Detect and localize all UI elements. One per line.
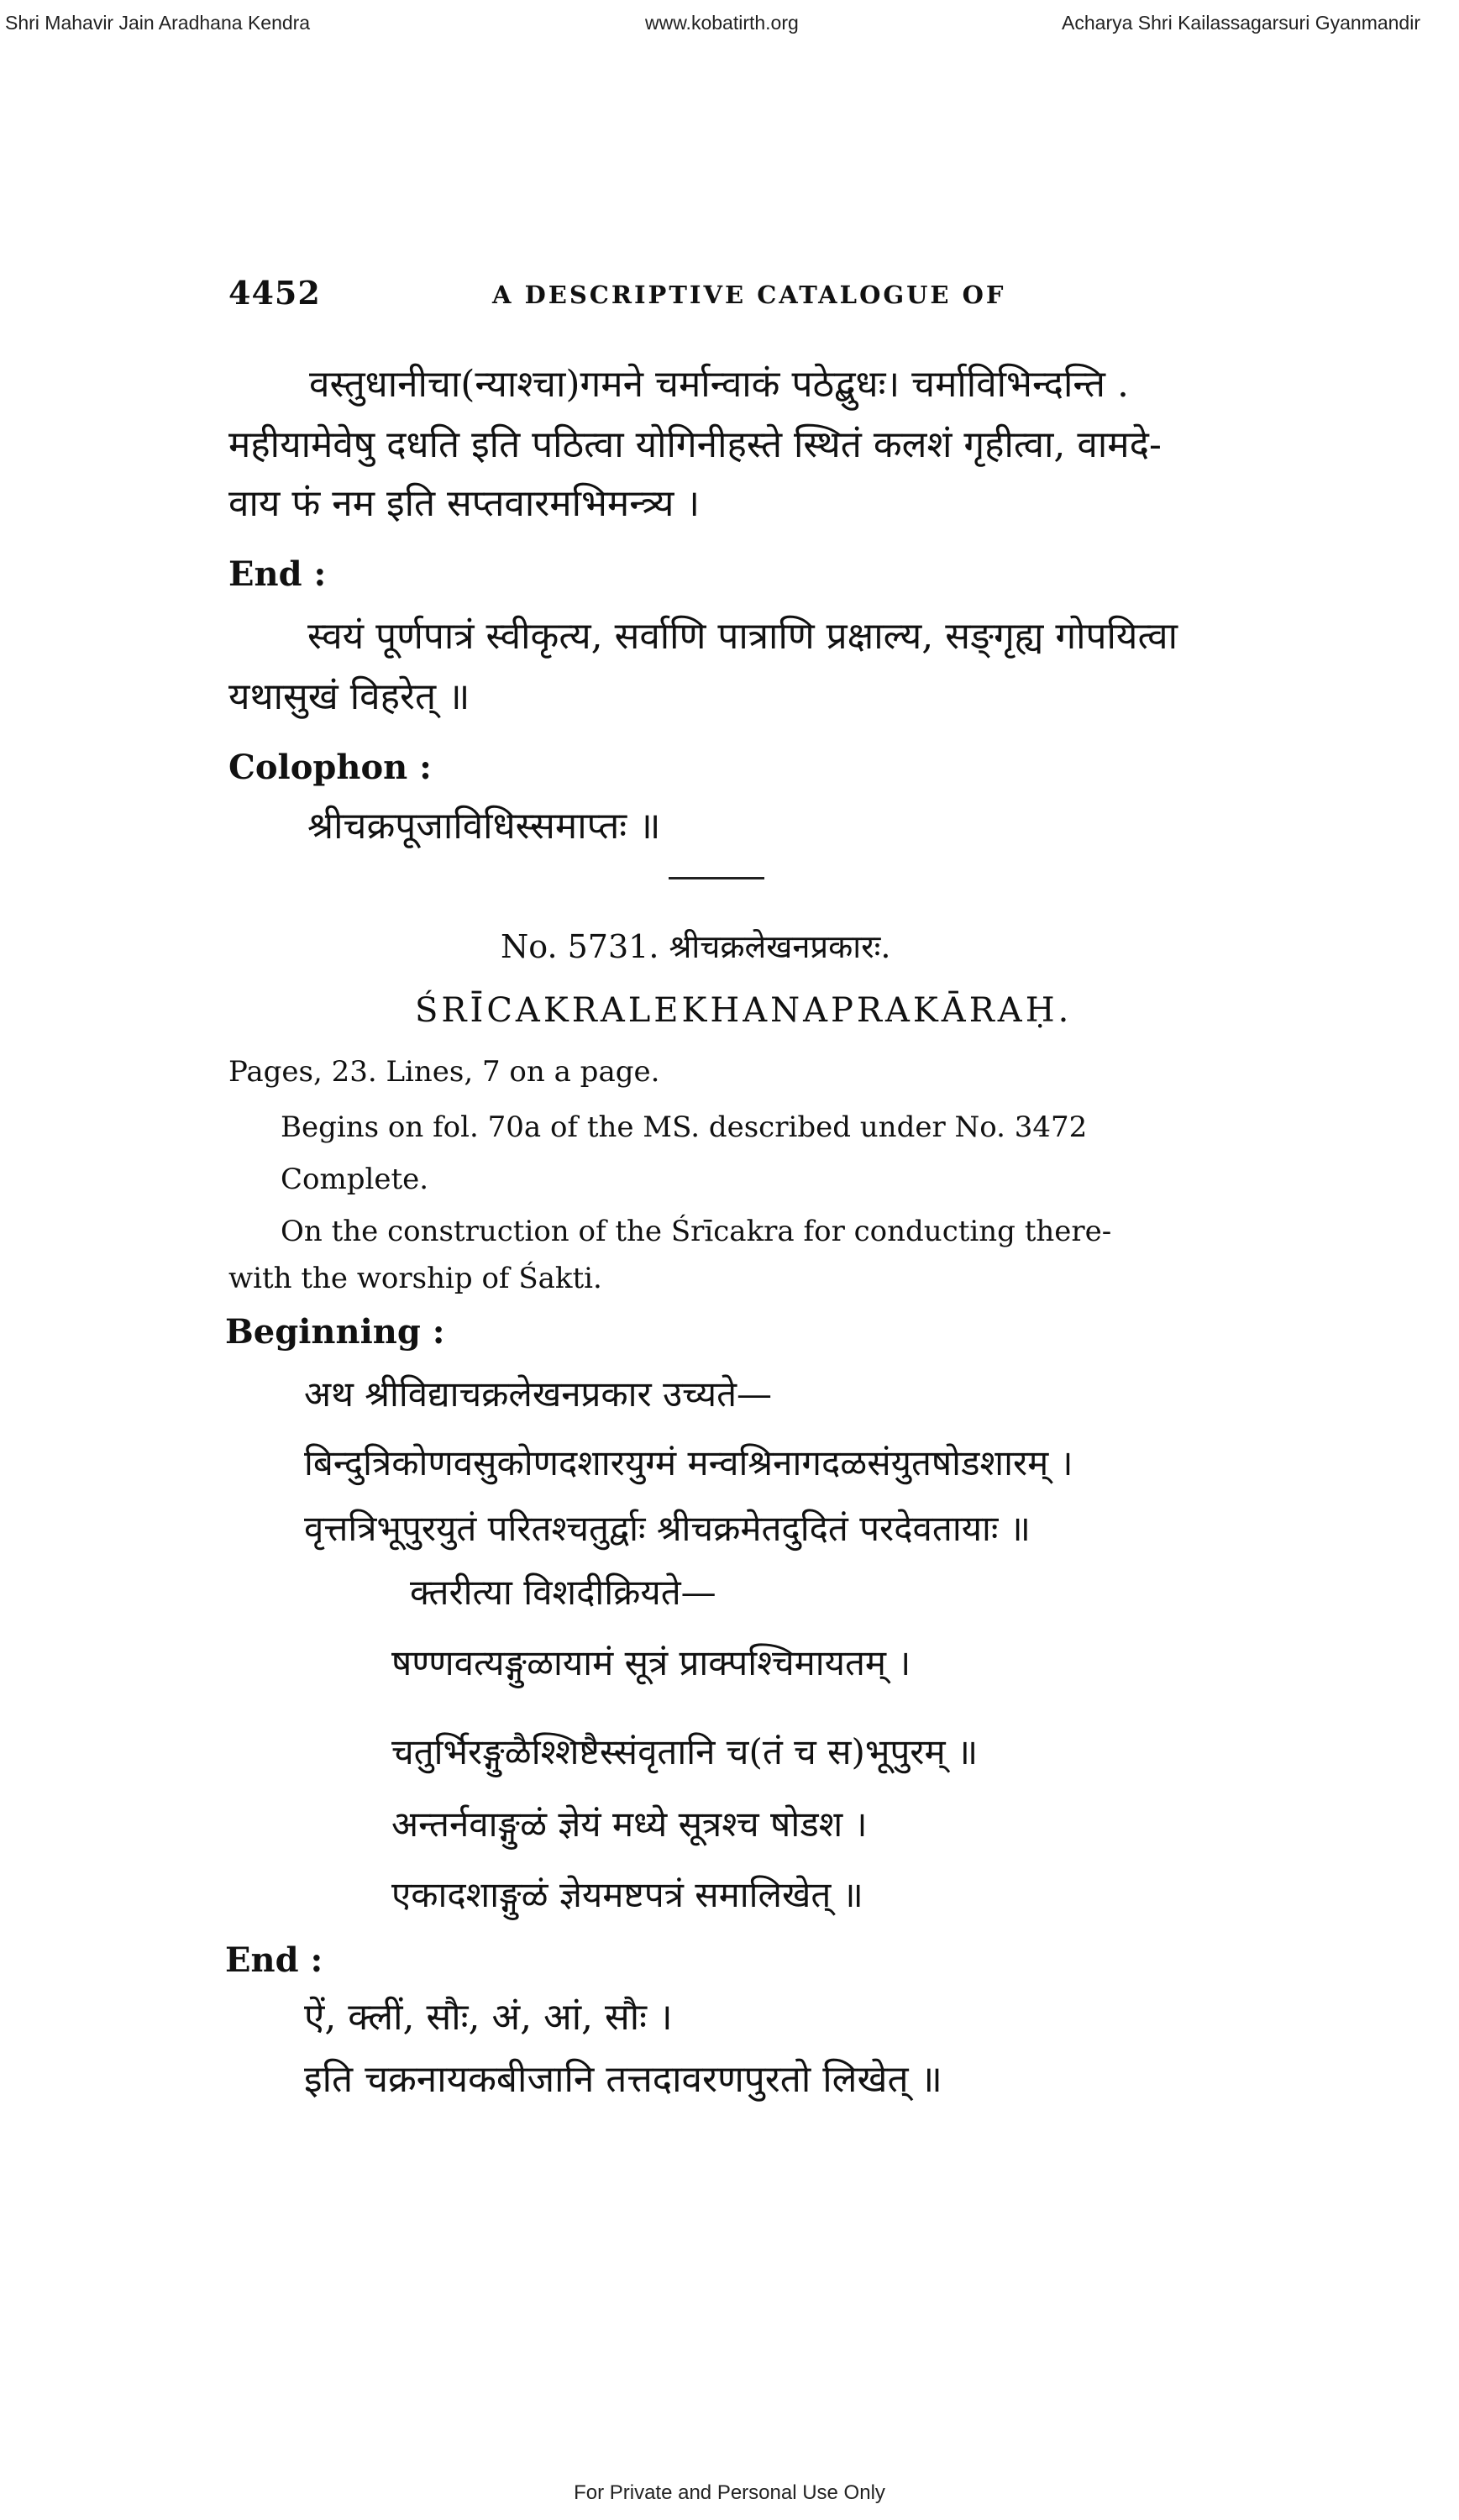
continuation-line-2: महीयामेवेषु दधति इति पठित्वा योगिनीहस्ते स्थितं कलशं गृहीत्वा, वामदे- — [228, 423, 1162, 466]
end-line-2-1: ऐं, क्लीं, सौः, अं, आं, सौः । — [304, 1996, 673, 2039]
beginning-line-8: एकादशाङ्गुळं ज्ञेयमष्टपत्रं समालिखेत् ॥ — [391, 1874, 863, 1915]
beginning-line-6: चतुर्भिरङ्गुळैश्शिष्टैस्संवृतानि च(तं च स)भूपुरम् ॥ — [391, 1731, 979, 1772]
header-center-url[interactable]: www.kobatirth.org — [645, 12, 799, 34]
page-footer: For Private and Personal Use Only — [574, 2481, 885, 2504]
entry-description-line-2: with the worship of Śakti. — [228, 1262, 602, 1295]
section-divider — [669, 877, 764, 879]
entry-pages-lines: Pages, 23. Lines, 7 on a page. — [228, 1055, 660, 1089]
entry-description-line-1: On the construction of the Śrīcakra for conducting there- — [281, 1215, 1112, 1248]
beginning-line-4: क्तरीत्या विशदीक्रियते— — [410, 1572, 716, 1613]
end-line-1: स्वयं पूर्णपात्रं स्वीकृत्य, सर्वाणि पात्राणि प्रक्षाल्य, सङ्गृह्य गोपयित्वा — [307, 615, 1178, 658]
entry-roman-title: ŚRĪCAKRALEKHANAPRAKĀRAḤ. — [415, 991, 1073, 1030]
end-label-2: End : — [225, 1940, 323, 1980]
entry-begins: Begins on fol. 70a of the MS. described under No. 3472 — [281, 1110, 1088, 1144]
beginning-line-3: वृत्तत्रिभूपुरयुतं परितश्चतुर्द्वाः श्रीचक्रमेतदुदितं परदेवतायाः ॥ — [304, 1508, 1031, 1549]
beginning-line-5: षण्णवत्यङ्गुळायामं सूत्रं प्राक्पश्चिमायतम् । — [391, 1642, 911, 1683]
colophon-text: श्रीचक्रपूजाविधिस्समाप्तः ॥ — [307, 805, 661, 848]
continuation-line-3: वाय फं नम इति सप्तवारमभिमन्त्र्य । — [228, 482, 701, 525]
beginning-line-7: अन्तर्नवाङ्गुळं ज्ञेयं मध्ये सूत्रश्च षोडश । — [391, 1803, 868, 1845]
running-head: A DESCRIPTIVE CATALOGUE OF — [492, 281, 1006, 309]
end-line-2: यथासुखं विहरेत् ॥ — [228, 675, 470, 718]
colophon-label: Colophon : — [228, 748, 432, 787]
page-number: 4452 — [228, 274, 321, 312]
beginning-line-2: बिन्दुत्रिकोणवसुकोणदशारयुग्मं मन्वश्रिनागदळसंयुतषोडशारम् । — [304, 1442, 1073, 1483]
header-right-text: Acharya Shri Kailassagarsuri Gyanmandir — [1062, 12, 1420, 34]
entry-status: Complete. — [281, 1163, 429, 1196]
header-left-text: Shri Mahavir Jain Aradhana Kendra — [5, 12, 311, 34]
end-line-2-2: इति चक्रनायकबीजानि तत्तदावरणपुरतो लिखेत् ॥ — [304, 2058, 942, 2101]
beginning-label: Beginning : — [225, 1312, 445, 1352]
entry-number-title: No. 5731. श्रीचक्रलेखनप्रकारः. — [501, 928, 891, 965]
beginning-line-1: अथ श्रीविद्याचक्रलेखनप्रकार उच्यते— — [304, 1373, 773, 1415]
continuation-line-1: वस्तुधानीचा(न्याश्चा)गमने चर्मान्वाकं पठेद्बुधः। चर्माविभिन्दन्ति . — [309, 363, 1129, 406]
end-label: End : — [228, 554, 327, 594]
